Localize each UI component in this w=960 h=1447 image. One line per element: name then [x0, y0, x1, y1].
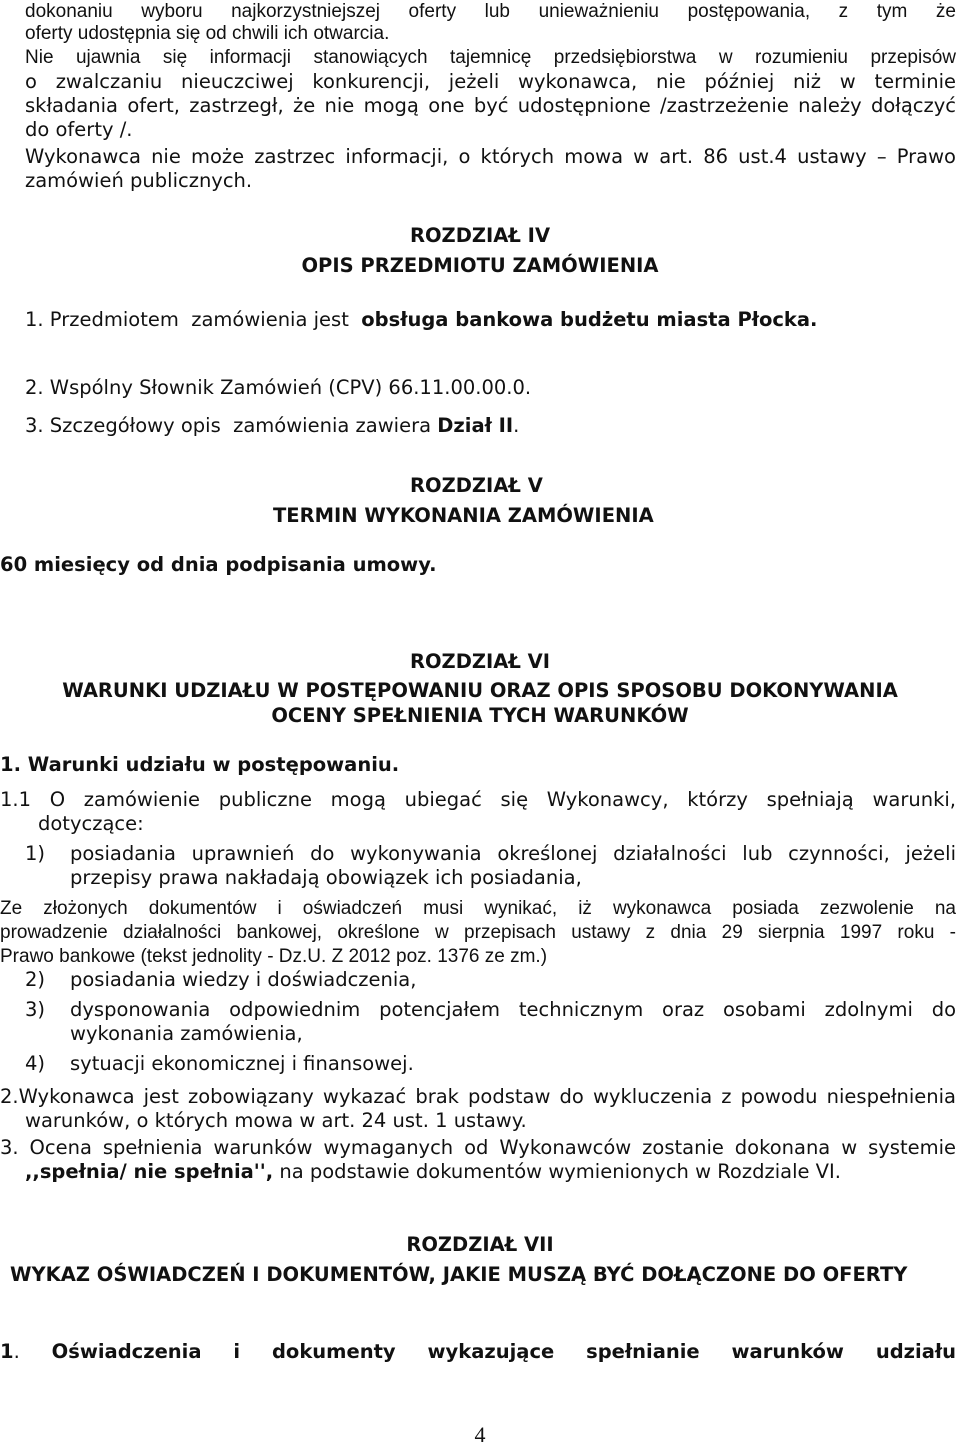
- chapter-number: ROZDZIAŁ VI: [409, 650, 551, 673]
- list-item: sytuacji ekonomicznej i finansowej.: [70, 1052, 414, 1075]
- list-item: posiadania uprawnień do wykonywania określonej działalności lub czynności, jeżeli: [70, 842, 956, 865]
- list-item: [25, 414, 956, 438]
- paragraph-line: dotyczące:: [38, 812, 144, 835]
- list-item: wykonania zamówienia,: [70, 1022, 303, 1045]
- item-bold-text: obsługa bankowa budżetu miasta Płocka.: [361, 308, 818, 331]
- list-item: posiadania wiedzy i doświadczenia,: [70, 968, 417, 991]
- paragraph-line: zamówień publicznych.: [25, 169, 253, 192]
- paragraph-line: [25, 1160, 956, 1184]
- chapter-title: TERMIN WYKONANIA ZAMÓWIENIA: [273, 504, 654, 527]
- item-text: 3. Szczegółowy opis zamówienia zawiera: [25, 414, 438, 437]
- item-text: .: [513, 414, 520, 437]
- chapter-title: WYKAZ OŚWIADCZEŃ I DOKUMENTÓW, JAKIE MUSZĄ BYĆ DOŁĄCZONE DO OFERTY: [10, 1263, 908, 1286]
- list-item: 2. Wspólny Słownik Zamówień (CPV) 66.11.00.00.0.: [25, 376, 532, 399]
- chapter-title: OCENY SPEŁNIENIA TYCH WARUNKÓW: [271, 704, 689, 727]
- chapter-number: ROZDZIAŁ VII: [406, 1233, 554, 1256]
- list-number: 2): [25, 968, 46, 991]
- chapter-number: ROZDZIAŁ IV: [409, 224, 551, 247]
- item-text: Oświadczenia i dokumenty wykazujące spełnianie warunków udziału: [19, 1340, 956, 1363]
- list-number: 1): [25, 842, 46, 865]
- list-item: [0, 1340, 956, 1364]
- term-text: 60 miesięcy od dnia podpisania umowy.: [0, 553, 437, 576]
- page-number: 4: [474, 1422, 486, 1447]
- paragraph-line: 3. Ocena spełnienia warunków wymaganych od Wykonawców zostanie dokonana w systemie: [0, 1136, 956, 1159]
- paragraph-line: Wykonawca nie może zastrzec informacji, o których mowa w art. 86 ust.4 ustawy – Prawo: [25, 145, 956, 168]
- paragraph-line: 2.Wykonawca jest zobowiązany wykazać brak podstaw do wykluczenia z powodu niespełnienia: [0, 1085, 956, 1108]
- section-heading: 1. Warunki udziału w postępowaniu.: [0, 753, 400, 776]
- list-item: dysponowania odpowiednim potencjałem technicznym oraz osobami zdolnymi do: [70, 998, 956, 1021]
- chapter-title: OPIS PRZEDMIOTU ZAMÓWIENIA: [301, 254, 659, 277]
- paragraph-line: o zwalczaniu nieuczciwej konkurencji, jeżeli wykonawca, nie później niż w terminie: [25, 70, 956, 93]
- list-number: 4): [25, 1052, 46, 1075]
- paragraph-line: prowadzenie działalności bankowej, określone w przepisach ustawy z dnia 29 sierpnia 1997 roku -: [0, 922, 956, 943]
- paragraph-line: składania ofert, zastrzegł, że nie mogą one być udostępnione /zastrzeżenie należy dołączyć: [25, 94, 956, 117]
- list-item: przepisy prawa nakładają obowiązek ich posiadania,: [70, 866, 582, 889]
- item-text: na podstawie dokumentów wymienionych w Rozdziale VI.: [273, 1160, 841, 1183]
- chapter-number: ROZDZIAŁ V: [410, 474, 543, 497]
- item-bold-text: ,,spełnia/ nie spełnia'',: [25, 1160, 274, 1183]
- paragraph-line: Ze złożonych dokumentów i oświadczeń musi wynikać, iż wykonawca posiada zezwolenie na: [0, 898, 956, 919]
- paragraph-line: warunków, o których mowa w art. 24 ust. 1 ustawy.: [25, 1109, 527, 1132]
- list-item: [25, 308, 956, 332]
- paragraph-line: oferty udostępnia się od chwili ich otwarcia.: [25, 23, 390, 44]
- chapter-title: WARUNKI UDZIAŁU W POSTĘPOWANIU ORAZ OPIS SPOSOBU DOKONYWANIA: [62, 679, 898, 702]
- item-bold-text: Dział II: [437, 414, 514, 437]
- paragraph-line: 1.1 O zamówienie publiczne mogą ubiegać się Wykonawcy, którzy spełniają warunki,: [0, 788, 956, 811]
- paragraph-line: Prawo bankowe (tekst jednolity - Dz.U. Z 2012 poz. 1376 ze zm.): [0, 946, 548, 967]
- paragraph-line: dokonaniu wyboru najkorzystniejszej oferty lub unieważnieniu postępowania, z tym że: [25, 1, 956, 22]
- item-text: 1. Przedmiotem zamówienia jest: [25, 308, 362, 331]
- paragraph-line: Nie ujawnia się informacji stanowiących tajemnicę przedsiębiorstwa w rozumieniu przepisów: [25, 47, 956, 68]
- list-number: 1: [0, 1340, 14, 1363]
- list-number-dot: .: [13, 1340, 20, 1363]
- paragraph-line: do oferty /.: [25, 118, 133, 141]
- list-number: 3): [25, 998, 46, 1021]
